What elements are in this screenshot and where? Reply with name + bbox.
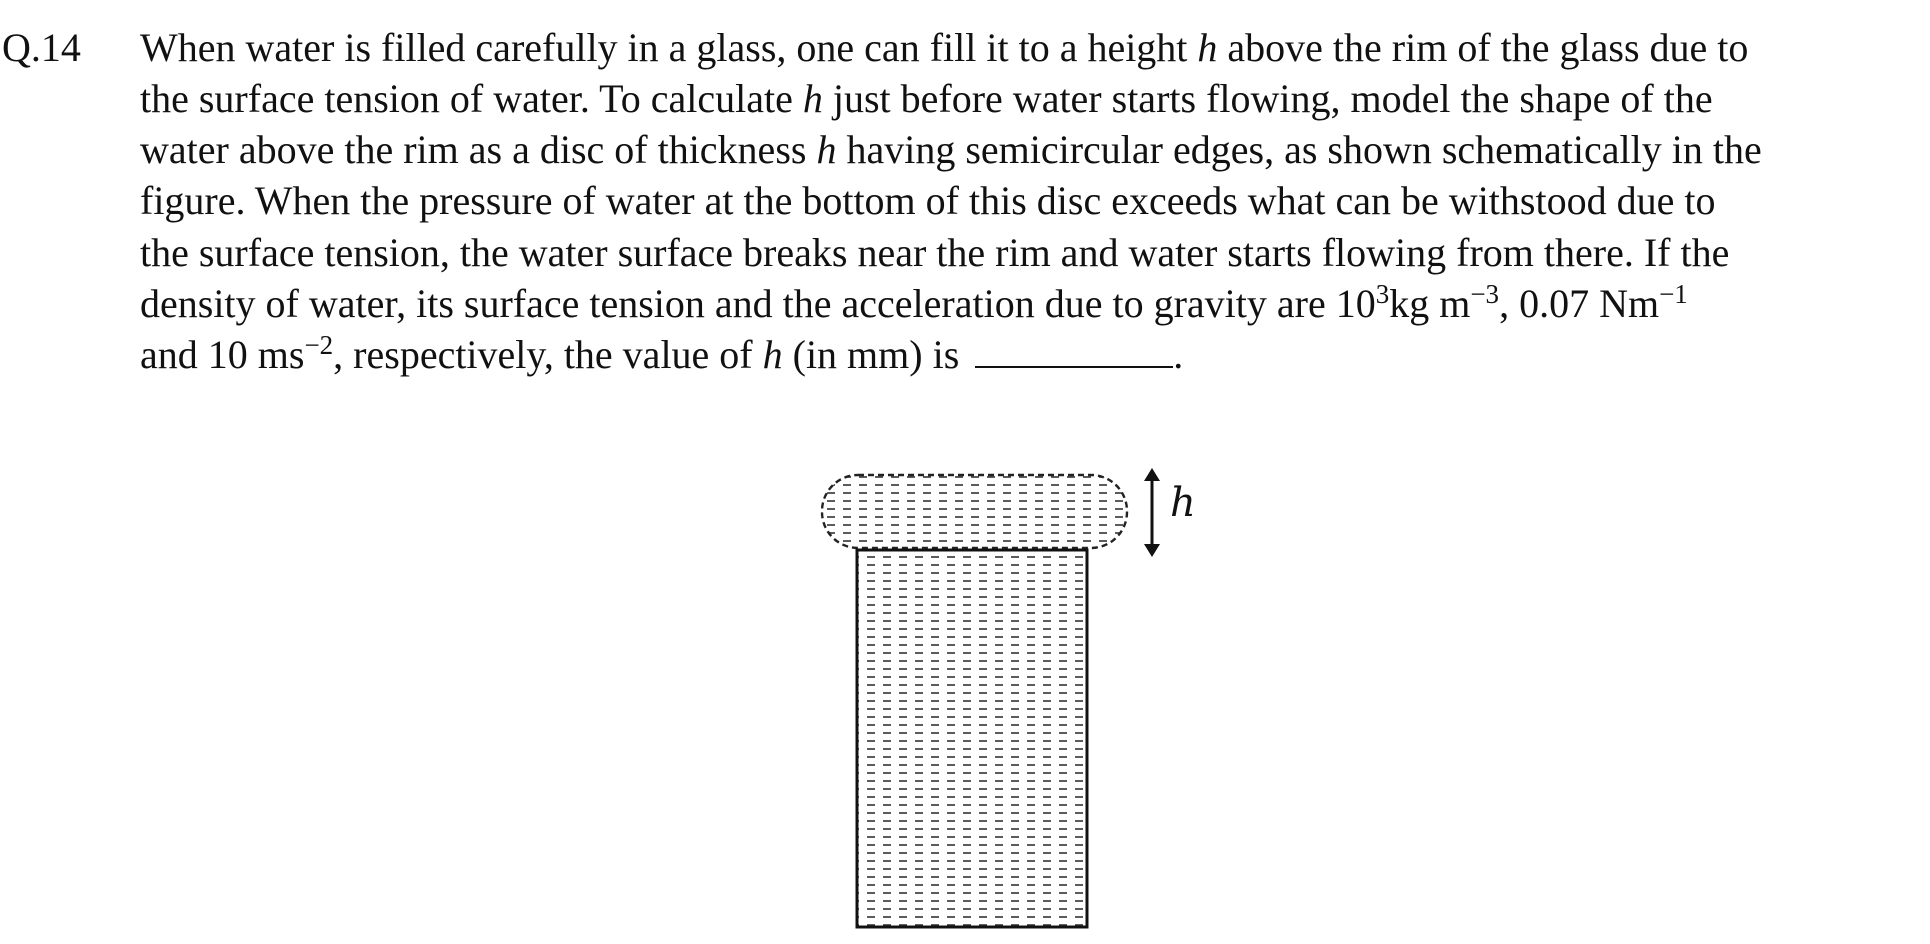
variable-h: h	[1197, 25, 1218, 70]
text-segment: above the rim of the glass due to	[1217, 25, 1749, 70]
text-segment: .	[1173, 332, 1184, 377]
text-segment: having semicircular edges, as shown schematically in the	[836, 127, 1762, 172]
text-segment: density of water, its surface tension and the acceleration due to gravity are 10	[140, 281, 1376, 326]
answer-blank[interactable]	[975, 332, 1173, 368]
text-segment: , respectively, the value of	[333, 332, 763, 377]
text-segment: When water is filled carefully in a glass, one can fill it to a height	[140, 25, 1198, 70]
superscript: −1	[1659, 279, 1688, 309]
question-number: Q.14	[2, 25, 81, 70]
superscript: 3	[1375, 279, 1390, 309]
text-segment: just before water starts flowing, model the shape of the	[822, 76, 1713, 121]
question-line-1	[140, 22, 1748, 74]
height-arrow-icon	[1144, 468, 1160, 557]
text-segment: , 0.07 Nm	[1499, 281, 1660, 326]
question-line-2	[140, 73, 1713, 125]
superscript: −3	[1470, 279, 1500, 309]
question-line-5: the surface tension, the water surface breaks near the rim and water starts flowing from there. If the	[140, 230, 1730, 275]
text-segment: and 10 ms	[140, 332, 305, 377]
question-line-7	[140, 329, 1183, 385]
glass-figure	[810, 465, 1170, 935]
text-segment: water above the rim as a disc of thickness	[140, 127, 817, 172]
question-line-6	[140, 278, 1688, 334]
superscript: −2	[304, 330, 334, 360]
text-segment: kg m	[1389, 281, 1471, 326]
variable-h: h	[762, 332, 783, 377]
question-line-3	[140, 124, 1762, 176]
water-disc	[822, 475, 1127, 548]
question-line-4: figure. When the pressure of water at the bottom of this disc exceeds what can be withstood due to	[140, 178, 1716, 223]
text-segment: (in mm) is	[782, 332, 970, 377]
variable-h: h	[816, 127, 837, 172]
glass	[857, 550, 1087, 927]
h-dimension-label: h	[1170, 480, 1196, 526]
text-segment: the surface tension of water. To calculate	[140, 76, 803, 121]
variable-h: h	[802, 76, 823, 121]
